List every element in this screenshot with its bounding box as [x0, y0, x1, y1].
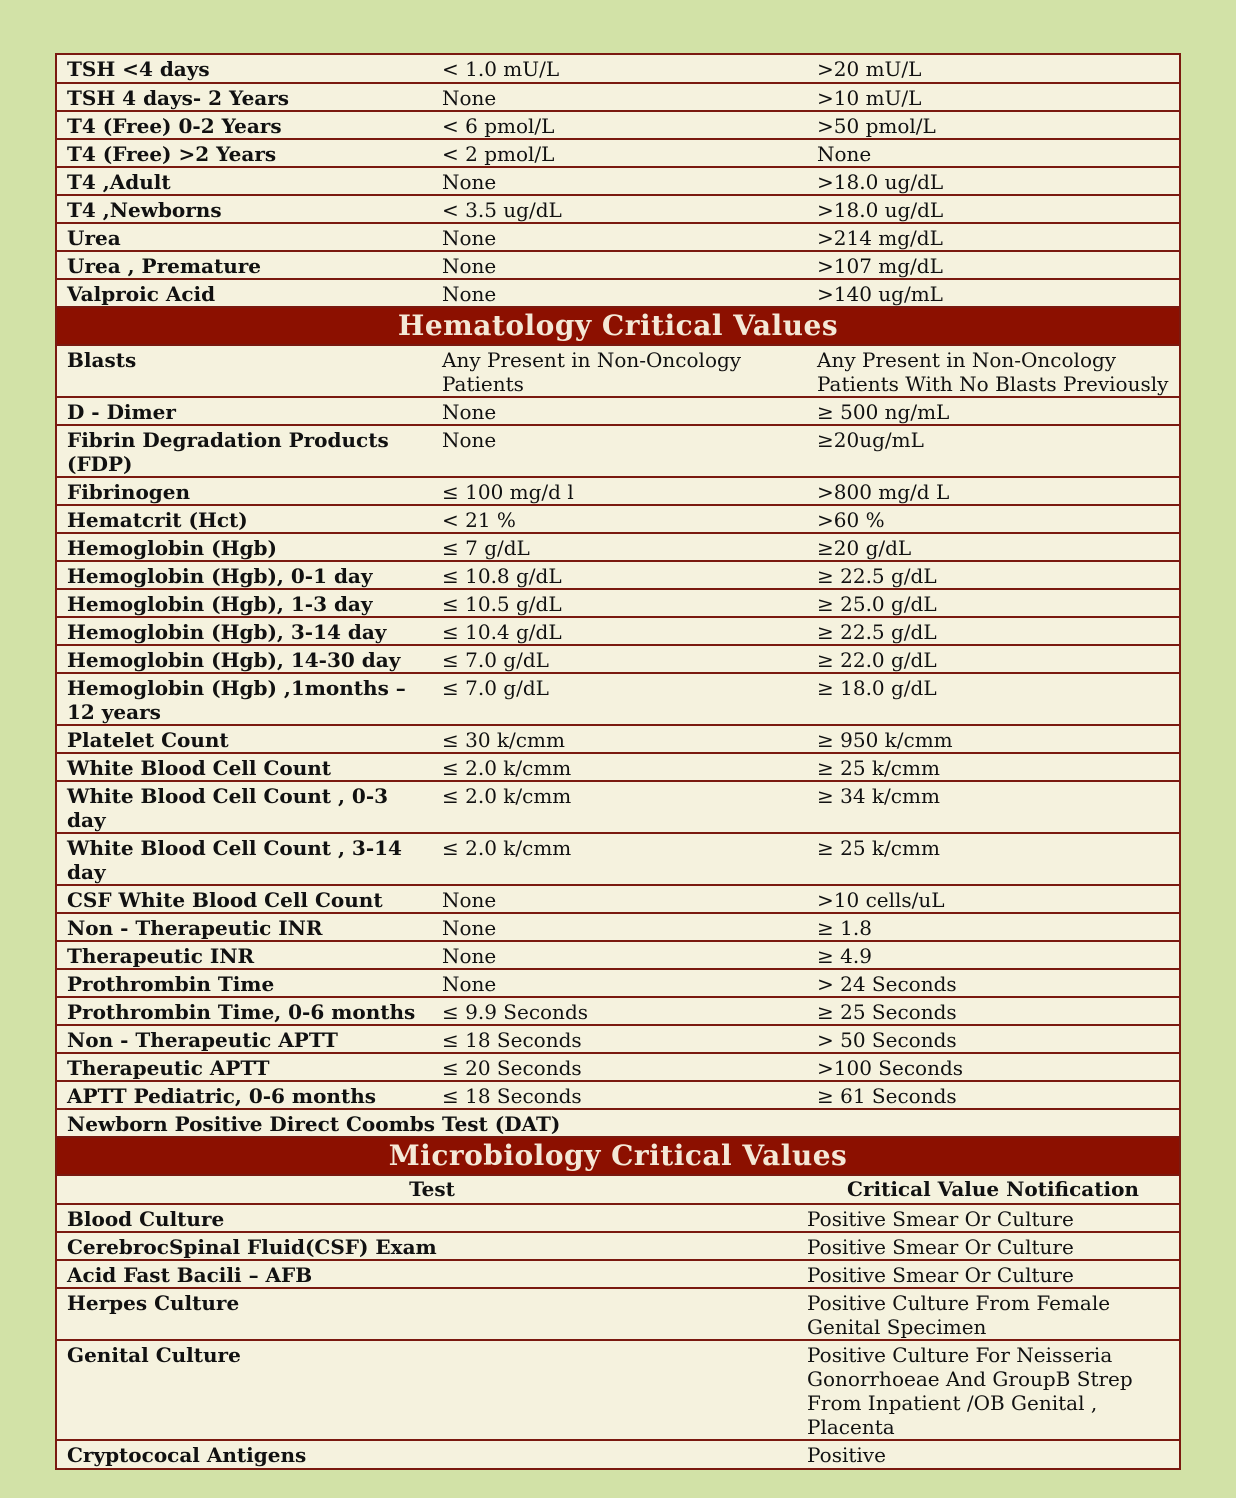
test-name-cell: Hemoglobin (Hgb), 14-30 day	[57, 645, 432, 673]
low-critical-cell: None	[432, 885, 807, 913]
test-name-cell: Non - Therapeutic APTT	[57, 1025, 432, 1053]
test-name-cell: T4 ,Adult	[57, 167, 432, 195]
low-critical-cell: ≤ 7 g/dL	[432, 533, 807, 561]
high-critical-cell: ≥ 61 Seconds	[807, 1081, 1179, 1109]
low-critical-cell: ≤ 20 Seconds	[432, 1053, 807, 1081]
test-name-cell: Cryptococal Antigens	[57, 1440, 807, 1468]
low-critical-cell: ≤ 18 Seconds	[432, 1025, 807, 1053]
low-critical-cell: ≤ 100 mg/d l	[432, 477, 807, 505]
table-row	[57, 345, 1179, 397]
dat-note-cell: Newborn Positive Direct Coombs Test (DAT)	[57, 1109, 1179, 1137]
critical-values-sheet	[55, 53, 1181, 1470]
high-critical-cell: ≥ 500 ng/mL	[807, 397, 1179, 425]
table-row	[57, 477, 1179, 505]
table-row	[57, 1204, 1179, 1232]
low-critical-cell: < 3.5 ug/dL	[432, 195, 807, 223]
notification-cell: Positive Culture From Female Genital Specimen	[807, 1288, 1179, 1340]
low-critical-cell: ≤ 18 Seconds	[432, 1081, 807, 1109]
high-critical-cell: ≥ 25.0 g/dL	[807, 589, 1179, 617]
test-name-cell: T4 (Free) 0-2 Years	[57, 111, 432, 139]
test-name-cell: Platelet Count	[57, 725, 432, 753]
table-row	[57, 913, 1179, 941]
high-critical-cell: >140 ug/mL	[807, 279, 1179, 307]
high-critical-cell: > 50 Seconds	[807, 1025, 1179, 1053]
table-row	[57, 997, 1179, 1025]
table-row	[57, 1081, 1179, 1109]
notification-cell: Positive Smear Or Culture	[807, 1232, 1179, 1260]
high-critical-cell: ≥ 1.8	[807, 913, 1179, 941]
low-critical-cell: None	[432, 251, 807, 279]
low-critical-cell: < 6 pmol/L	[432, 111, 807, 139]
test-name-cell: Herpes Culture	[57, 1288, 807, 1340]
low-critical-cell: None	[432, 913, 807, 941]
test-name-cell: Prothrombin Time	[57, 969, 432, 997]
column-header-test: Test	[57, 1175, 807, 1204]
low-critical-cell: Any Present in Non-Oncology Patients	[432, 345, 807, 397]
test-name-cell: Non - Therapeutic INR	[57, 913, 432, 941]
high-critical-cell: ≥ 22.5 g/dL	[807, 561, 1179, 589]
high-critical-cell: None	[807, 139, 1179, 167]
table-row	[57, 397, 1179, 425]
test-name-cell: Genital Culture	[57, 1340, 807, 1440]
table-row	[57, 1288, 1179, 1340]
table-row	[57, 589, 1179, 617]
high-critical-cell: >800 mg/d L	[807, 477, 1179, 505]
test-name-cell: Valproic Acid	[57, 279, 432, 307]
test-name-cell: Hemoglobin (Hgb), 0-1 day	[57, 561, 432, 589]
high-critical-cell: ≥ 18.0 g/dL	[807, 673, 1179, 725]
table-row	[57, 533, 1179, 561]
test-name-cell: White Blood Cell Count	[57, 753, 432, 781]
high-critical-cell: ≥20 g/dL	[807, 533, 1179, 561]
high-critical-cell: ≥ 25 k/cmm	[807, 753, 1179, 781]
table-row	[57, 223, 1179, 251]
table-row	[57, 645, 1179, 673]
table-row	[57, 1340, 1179, 1440]
test-name-cell: CerebrocSpinal Fluid(CSF) Exam	[57, 1232, 807, 1260]
table-row	[57, 969, 1179, 997]
low-critical-cell: ≤ 9.9 Seconds	[432, 997, 807, 1025]
critical-values-table	[57, 55, 1179, 1468]
low-critical-cell: None	[432, 83, 807, 111]
notification-cell: Positive Culture For Neisseria Gonorrhoeae And GroupB Strep From Inpatient /OB Genital , Placenta	[807, 1340, 1179, 1440]
high-critical-cell: ≥ 22.5 g/dL	[807, 617, 1179, 645]
test-name-cell: T4 (Free) >2 Years	[57, 139, 432, 167]
low-critical-cell: ≤ 10.8 g/dL	[432, 561, 807, 589]
microbiology-column-header	[57, 1175, 1179, 1204]
test-name-cell: Therapeutic APTT	[57, 1053, 432, 1081]
column-header-notification: Critical Value Notification	[807, 1175, 1179, 1204]
high-critical-cell: ≥ 25 Seconds	[807, 997, 1179, 1025]
test-name-cell: Hemoglobin (Hgb) ,1months – 12 years	[57, 673, 432, 725]
low-critical-cell: ≤ 7.0 g/dL	[432, 673, 807, 725]
test-name-cell: Hemoglobin (Hgb), 1-3 day	[57, 589, 432, 617]
test-name-cell: White Blood Cell Count , 3-14 day	[57, 833, 432, 885]
test-name-cell: White Blood Cell Count , 0-3 day	[57, 781, 432, 833]
low-critical-cell: ≤ 10.5 g/dL	[432, 589, 807, 617]
table-row	[57, 725, 1179, 753]
low-critical-cell: ≤ 10.4 g/dL	[432, 617, 807, 645]
table-row	[57, 1053, 1179, 1081]
test-name-cell: Hemoglobin (Hgb)	[57, 533, 432, 561]
section-title: Microbiology Critical Values	[57, 1137, 1179, 1175]
high-critical-cell: >50 pmol/L	[807, 111, 1179, 139]
low-critical-cell: ≤ 2.0 k/cmm	[432, 833, 807, 885]
low-critical-cell: ≤ 7.0 g/dL	[432, 645, 807, 673]
test-name-cell: Hemoglobin (Hgb), 3-14 day	[57, 617, 432, 645]
low-critical-cell: None	[432, 941, 807, 969]
table-row	[57, 781, 1179, 833]
low-critical-cell: < 1.0 mU/L	[442, 57, 560, 81]
high-critical-cell: >60 %	[807, 505, 1179, 533]
table-row	[57, 425, 1179, 477]
low-critical-cell: None	[432, 167, 807, 195]
test-name-cell: CSF White Blood Cell Count	[57, 885, 432, 913]
high-critical-cell: ≥ 4.9	[807, 941, 1179, 969]
test-name-cell: APTT Pediatric, 0-6 months	[57, 1081, 432, 1109]
high-critical-cell: >18.0 ug/dL	[807, 167, 1179, 195]
notification-cell: Positive	[807, 1440, 1179, 1468]
test-name-cell: TSH <4 days	[67, 57, 210, 81]
high-critical-cell: ≥ 22.0 g/dL	[807, 645, 1179, 673]
table-row	[57, 833, 1179, 885]
test-name-cell: T4 ,Newborns	[57, 195, 432, 223]
section-title: Hematology Critical Values	[57, 307, 1179, 345]
test-name-cell: Therapeutic INR	[57, 941, 432, 969]
table-row	[57, 1025, 1179, 1053]
table-row	[57, 279, 1179, 307]
high-critical-cell: ≥ 25 k/cmm	[807, 833, 1179, 885]
table-row	[57, 673, 1179, 725]
high-critical-cell: >214 mg/dL	[807, 223, 1179, 251]
table-row	[57, 167, 1179, 195]
low-critical-cell: < 2 pmol/L	[432, 139, 807, 167]
test-name-cell: Fibrin Degradation Products (FDP)	[57, 425, 432, 477]
table-row	[57, 941, 1179, 969]
high-critical-cell: >18.0 ug/dL	[807, 195, 1179, 223]
table-row	[57, 83, 1179, 111]
test-name-cell: Urea , Premature	[57, 251, 432, 279]
table-row	[57, 1109, 1179, 1137]
table-row	[57, 753, 1179, 781]
table-row	[57, 55, 1179, 83]
high-critical-cell: ≥ 950 k/cmm	[807, 725, 1179, 753]
low-critical-cell: ≤ 2.0 k/cmm	[432, 753, 807, 781]
high-critical-cell: >10 cells/uL	[807, 885, 1179, 913]
table-row	[57, 251, 1179, 279]
low-critical-cell: None	[432, 425, 807, 477]
test-name-cell: TSH 4 days- 2 Years	[57, 83, 432, 111]
table-row	[57, 139, 1179, 167]
table-row	[57, 1440, 1179, 1468]
low-critical-cell: None	[432, 969, 807, 997]
low-critical-cell: None	[432, 223, 807, 251]
microbiology-section-header	[57, 1137, 1179, 1175]
table-row	[57, 885, 1179, 913]
high-critical-cell: ≥20ug/mL	[807, 425, 1179, 477]
low-critical-cell: None	[432, 397, 807, 425]
test-name-cell: Blasts	[57, 345, 432, 397]
table-row	[57, 1260, 1179, 1288]
low-critical-cell: < 21 %	[432, 505, 807, 533]
table-row	[57, 111, 1179, 139]
high-critical-cell: >10 mU/L	[807, 83, 1179, 111]
high-critical-cell: > 24 Seconds	[807, 969, 1179, 997]
high-critical-cell: >107 mg/dL	[807, 251, 1179, 279]
test-name-cell: Acid Fast Bacili – AFB	[57, 1260, 807, 1288]
table-row	[57, 195, 1179, 223]
low-critical-cell: ≤ 2.0 k/cmm	[432, 781, 807, 833]
test-name-cell: Blood Culture	[57, 1204, 807, 1232]
low-critical-cell: None	[432, 279, 807, 307]
low-critical-cell: ≤ 30 k/cmm	[432, 725, 807, 753]
table-row	[57, 1232, 1179, 1260]
high-critical-cell: >20 mU/L	[817, 57, 922, 81]
high-critical-cell: Any Present in Non-Oncology Patients With No Blasts Previously	[807, 345, 1179, 397]
table-row	[57, 505, 1179, 533]
test-name-cell: Hematcrit (Hct)	[57, 505, 432, 533]
test-name-cell: Fibrinogen	[57, 477, 432, 505]
table-row	[57, 617, 1179, 645]
notification-cell: Positive Smear Or Culture	[807, 1204, 1179, 1232]
high-critical-cell: >100 Seconds	[807, 1053, 1179, 1081]
test-name-cell: D - Dimer	[57, 397, 432, 425]
high-critical-cell: ≥ 34 k/cmm	[807, 781, 1179, 833]
table-row	[57, 561, 1179, 589]
notification-cell: Positive Smear Or Culture	[807, 1260, 1179, 1288]
hematology-section-header	[57, 307, 1179, 345]
test-name-cell: Prothrombin Time, 0-6 months	[57, 997, 432, 1025]
test-name-cell: Urea	[57, 223, 432, 251]
